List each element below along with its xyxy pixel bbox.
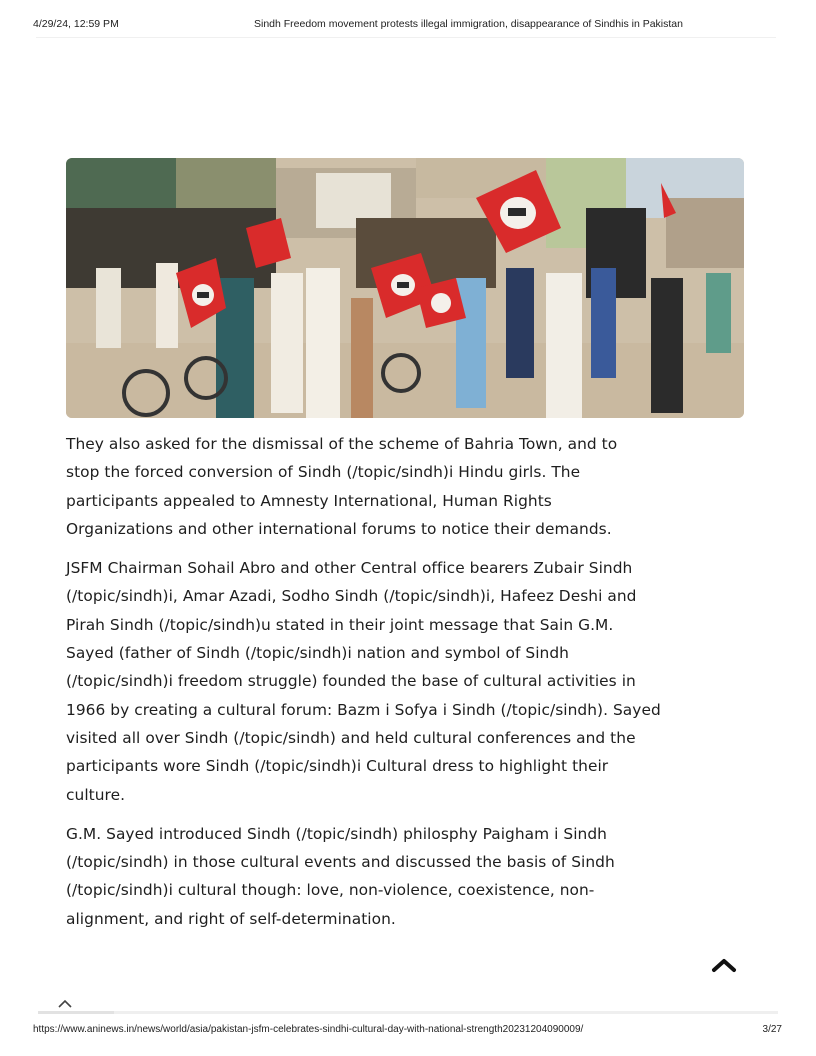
text-line: 1966 by creating a cultural forum: Bazm i Sofya i Sindh (/topic/sindh). Sayed <box>66 700 661 719</box>
text-line: (/topic/sindh)i freedom struggle) founded the base of cultural activities in <box>66 672 636 691</box>
print-footer <box>0 1024 816 1038</box>
text-line: participants wore Sindh (/topic/sindh)i Cultural dress to highlight their <box>66 757 609 776</box>
chevron-up-icon <box>55 997 75 1011</box>
scrollbar-thumb[interactable] <box>38 1011 114 1014</box>
text-line: (/topic/sindh)i cultural though: love, non-violence, coexistence, non- <box>66 881 595 900</box>
text-line: visited all over Sindh (/topic/sindh) and held cultural conferences and the <box>66 728 636 747</box>
text-line: participants appealed to Amnesty International, Human Rights <box>66 491 552 510</box>
text-line: alignment, and right of self-determination. <box>66 909 396 928</box>
article-photo <box>66 158 744 418</box>
header-divider <box>36 37 776 38</box>
text-line: (/topic/sindh)i, Amar Azadi, Sodho Sindh (/topic/sindh)i, Hafeez Deshi and <box>66 587 637 606</box>
page-number: 3/27 <box>762 1024 782 1035</box>
print-page-title: Sindh Freedom movement protests illegal immigration, disappearance of Sindhis in Pakistan <box>254 18 683 30</box>
print-date-time: 4/29/24, 12:59 PM <box>33 18 119 30</box>
text-line: Sayed (father of Sindh (/topic/sindh)i nation and symbol of Sindh <box>66 644 569 663</box>
text-line: Pirah Sindh (/topic/sindh)u stated in their joint message that Sain G.M. <box>66 615 614 634</box>
horizontal-scrollbar[interactable] <box>38 1011 778 1014</box>
article-paragraph <box>66 554 756 809</box>
text-line: G.M. Sayed introduced Sindh (/topic/sindh) philosphy Paigham i Sindh <box>66 824 607 843</box>
scroll-up-button[interactable] <box>55 996 75 1010</box>
article-body <box>66 430 756 944</box>
photo-rally-image <box>66 158 744 418</box>
chevron-up-icon <box>710 955 738 977</box>
article-paragraph <box>66 820 756 933</box>
back-to-top-button[interactable] <box>710 955 738 977</box>
text-line: JSFM Chairman Sohail Abro and other Central office bearers Zubair Sindh <box>66 559 633 578</box>
article-paragraph <box>66 430 756 543</box>
print-header <box>0 18 816 32</box>
text-line: culture. <box>66 785 126 804</box>
text-line: They also asked for the dismissal of the scheme of Bahria Town, and to <box>66 435 618 453</box>
text-line: Organizations and other international forums to notice their demands. <box>66 519 612 538</box>
text-line: (/topic/sindh) in those cultural events and discussed the basis of Sindh <box>66 853 615 872</box>
text-line: stop the forced conversion of Sindh (/topic/sindh)i Hindu girls. The <box>66 463 581 482</box>
page-url: https://www.aninews.in/news/world/asia/pakistan-jsfm-celebrates-sindhi-cultural-day-with-national-strength20231204090009/ <box>33 1024 584 1035</box>
